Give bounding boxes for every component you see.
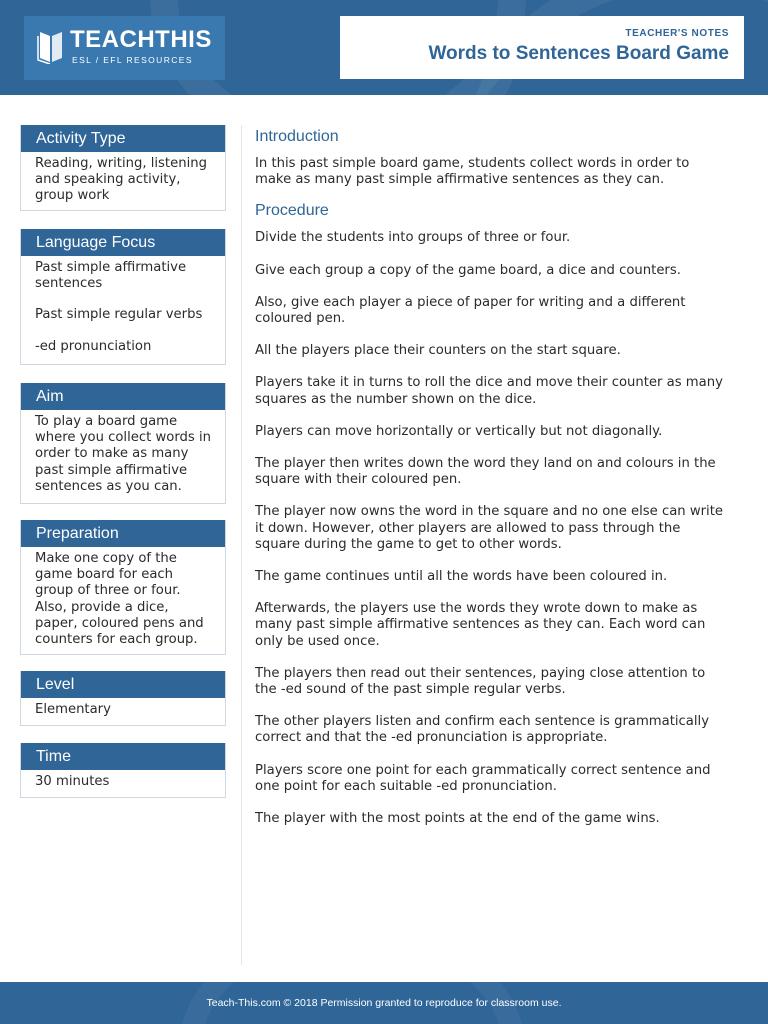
- footer-copyright: Teach-This.com © 2018 Permission granted to reproduce for classroom use.: [206, 997, 562, 1009]
- open-book-icon: [36, 28, 66, 64]
- procedure-step: Give each group a copy of the game board, a dice and counters.: [255, 262, 681, 278]
- procedure-step: The player now owns the word in the square and no one else can write it down. However, other players are allowed to pass through the square during the game to get to other words.: [255, 504, 723, 552]
- aim-heading: Aim: [21, 383, 225, 410]
- procedure-step: The game continues until all the words have been coloured in.: [255, 569, 668, 585]
- procedure-step: The other players listen and confirm each sentence is grammatically correct and that the -ed pronunciation is appropriate.: [255, 714, 710, 746]
- procedure-step: Players score one point for each grammatically correct sentence and one point for each suitable -ed pronunciation.: [255, 762, 711, 794]
- page-title: Words to Sentences Board Game: [428, 43, 729, 64]
- main-content: [255, 128, 725, 843]
- time-card: [20, 743, 226, 798]
- preparation-heading: Preparation: [21, 520, 225, 547]
- time-body: [21, 770, 225, 798]
- language-focus-item: Past simple affirmative sentences: [35, 260, 187, 292]
- level-heading: Level: [21, 671, 225, 698]
- activity-type-heading: Activity Type: [21, 125, 225, 152]
- language-focus-body: [21, 256, 225, 363]
- activity-type-card: [20, 125, 226, 211]
- procedure-step: All the players place their counters on the start square.: [255, 343, 621, 359]
- aim-body: [21, 410, 225, 503]
- sidebar: [20, 125, 226, 798]
- time-heading: Time: [21, 743, 225, 770]
- level-card: [20, 671, 226, 726]
- logo[interactable]: [24, 16, 225, 80]
- title-box: [340, 16, 744, 79]
- procedure-step: The players then read out their sentences, paying close attention to the -ed sound of the past simple regular verbs.: [255, 665, 706, 698]
- logo-title: TEACHTHIS: [70, 26, 212, 53]
- language-focus-card: [20, 229, 226, 365]
- procedure-step: The player with the most points at the end of the game wins.: [255, 811, 660, 827]
- activity-type-body: [21, 152, 225, 213]
- page-footer: [0, 982, 768, 1024]
- introduction-heading: Introduction: [255, 128, 339, 145]
- teachers-notes-label: TEACHER'S NOTES: [625, 28, 729, 39]
- preparation-body: [21, 547, 225, 656]
- level-body: [21, 698, 225, 726]
- level-text: Elementary: [35, 702, 111, 717]
- aim-card: [20, 383, 226, 504]
- time-text: 30 minutes: [35, 774, 110, 789]
- procedure-step: Also, give each player a piece of paper for writing and a different coloured pen.: [255, 294, 686, 327]
- procedure-heading: Procedure: [255, 202, 329, 220]
- procedure-step: Afterwards, the players use the words they wrote down to make as many past simple affirmative sentences as they can. Each word can only be used once.: [255, 601, 706, 649]
- language-focus-item: Past simple regular verbs: [35, 307, 203, 323]
- introduction-text: In this past simple board game, students collect words in order to make as many past simple affirmative sentences as they can.: [255, 156, 690, 188]
- column-divider: [241, 125, 242, 965]
- page-header: [0, 0, 768, 95]
- preparation-text: Make one copy of the game board for each group of three or four. Also, provide a dice, paper, coloured pens and counters for each group.: [35, 551, 204, 648]
- logo-subtitle: ESL / EFL RESOURCES: [72, 55, 193, 65]
- aim-text: To play a board game where you collect words in order to make as many past simple affirmative sentences as you can.: [35, 414, 211, 494]
- procedure-step: Divide the students into groups of three or four.: [255, 230, 571, 246]
- procedure-step: The player then writes down the word they land on and colours in the square with their coloured pen.: [255, 456, 716, 488]
- procedure-step: Players can move horizontally or vertically but not diagonally.: [255, 423, 663, 439]
- activity-type-text: Reading, writing, listening and speaking activity, group work: [35, 156, 207, 204]
- procedure-step: Players take it in turns to roll the dice and move their counter as many squares as the number shown on the dice.: [255, 375, 723, 407]
- language-focus-item: -ed pronunciation: [35, 338, 152, 354]
- language-focus-heading: Language Focus: [21, 229, 225, 256]
- preparation-card: [20, 520, 226, 655]
